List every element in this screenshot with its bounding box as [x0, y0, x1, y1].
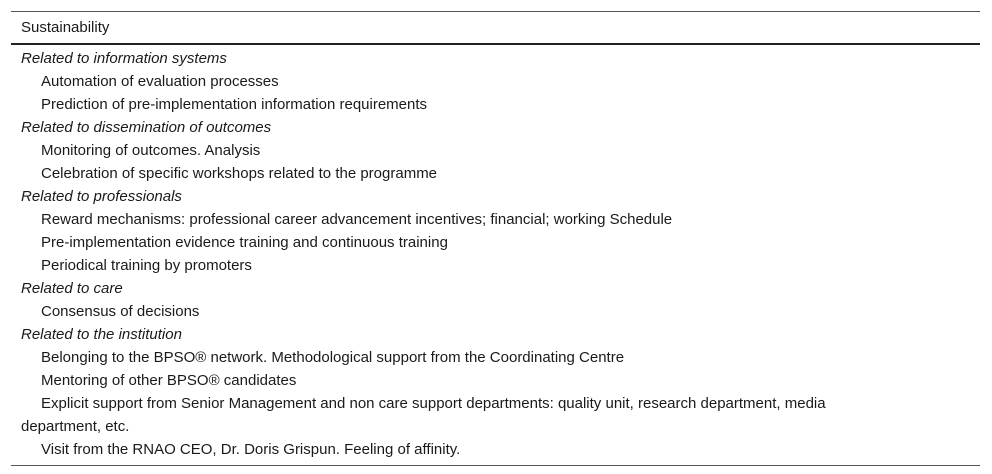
- table-row: Explicit support from Senior Management and non care support departments: quality unit, research department, media department, etc.: [21, 395, 826, 435]
- table-row: Periodical training by promoters: [41, 257, 252, 274]
- table-header: Sustainability: [11, 12, 980, 45]
- table-row: Consensus of decisions: [41, 303, 200, 320]
- table-row: Monitoring of outcomes. Analysis: [41, 142, 261, 159]
- table-row: Automation of evaluation processes: [41, 73, 279, 90]
- category-row: Related to care: [21, 280, 123, 297]
- table-row: Belonging to the BPSO® network. Methodological support from the Coordinating Centre: [41, 349, 625, 366]
- category-row: Related to professionals: [21, 188, 182, 205]
- table-row: Pre-implementation evidence training and continuous training: [41, 234, 448, 251]
- sustainability-table: [11, 11, 980, 466]
- table-body: [11, 45, 980, 465]
- table-row: Mentoring of other BPSO® candidates: [41, 372, 297, 389]
- table-row: Celebration of specific workshops related to the programme: [41, 165, 438, 182]
- category-row: Related to information systems: [21, 50, 227, 67]
- category-row: Related to dissemination of outcomes: [21, 119, 272, 136]
- table-row: Reward mechanisms: professional career advancement incentives; financial; working Schedule: [41, 211, 673, 228]
- table-row: Visit from the RNAO CEO, Dr. Doris Grispun. Feeling of affinity.: [41, 441, 461, 458]
- table-row: Prediction of pre-implementation information requirements: [41, 96, 428, 113]
- category-row: Related to the institution: [21, 326, 182, 343]
